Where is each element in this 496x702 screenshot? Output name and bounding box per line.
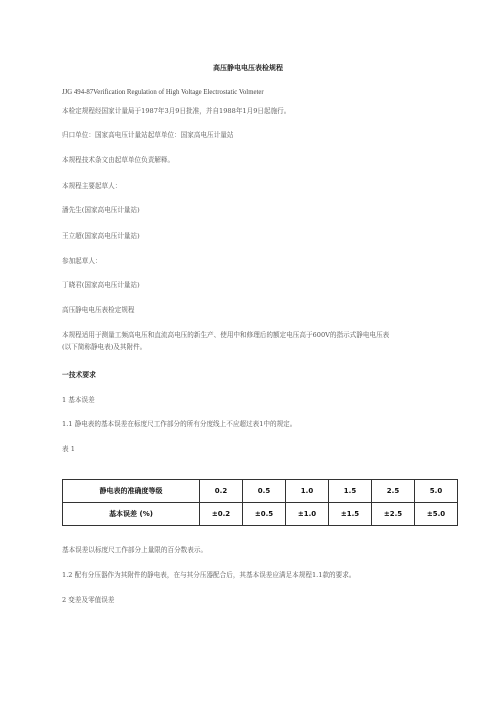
table-cell: 1.5	[329, 480, 372, 503]
table-cell: ±1.5	[329, 503, 372, 526]
table-cell: 1.0	[286, 480, 329, 503]
item-1-heading: 1 基本误差	[62, 396, 95, 404]
table-row	[63, 503, 458, 526]
item-2-heading: 2 变差及零值误差	[62, 596, 115, 604]
table-cell: 0.5	[243, 480, 286, 503]
table-cell: ±2.5	[372, 503, 415, 526]
regulation-title: 高压静电电压表检定规程	[62, 306, 135, 314]
table-label: 表 1	[62, 445, 75, 453]
table-cell: 2.5	[372, 480, 415, 503]
table-header-accuracy-class: 静电表的准确度等级	[63, 480, 200, 503]
table-note: 基本误差以标度尺工作部分上量限的百分数表示。	[62, 546, 208, 554]
table-cell: ±1.0	[286, 503, 329, 526]
participants-heading: 参加起草人：	[62, 257, 102, 265]
responsible-unit-paragraph: 归口单位：国家高电压计量站起草单位：国家高电压计量站	[62, 131, 234, 139]
table-cell: ±0.5	[243, 503, 286, 526]
table-cell: ±5.0	[415, 503, 458, 526]
table-header-basic-error: 基本误差 (%)	[63, 503, 200, 526]
standard-code-line: JJG 494-87Verification Regulation of High Voltage Electrostatic Volmeter	[62, 89, 264, 96]
participant-1: 丁晓君(国家高电压计量站)	[62, 281, 140, 289]
table-cell: 5.0	[415, 480, 458, 503]
item-1-1-paragraph: 1.1 静电表的基本误差在标度尺工作部分的所有分度线上不应超过表1中的规定。	[62, 420, 297, 428]
table-row	[63, 480, 458, 503]
drafter-1: 潘先生(国家高电压计量站)	[62, 206, 140, 214]
scope-line-1: 本规程适用于测量工频高电压和直流高电压的新生产、使用中和修理后的额定电压高于600V的指示式静电电压表	[62, 331, 390, 339]
item-1-2-paragraph: 1.2 配有分压器作为其附件的静电表，在与其分压器配合后，其基本误差应满足本规程1.1款的要求。	[62, 571, 356, 579]
approval-paragraph: 本检定规程经国家计量局于1987年3月9日批准，并自1988年1月9日起施行。	[62, 107, 291, 115]
explanation-paragraph: 本规程技术条文由起草单位负责解释。	[62, 156, 175, 164]
scope-line-2: (以下简称静电表)及其附件。	[62, 343, 147, 351]
document-title: 高压静电电压表检规程	[213, 63, 283, 72]
table-cell: 0.2	[200, 480, 243, 503]
table-cell: ±0.2	[200, 503, 243, 526]
drafters-heading: 本规程主要起草人：	[62, 182, 122, 190]
accuracy-table	[62, 479, 458, 526]
section-heading-technical-requirements: 一技术要求	[62, 371, 96, 379]
drafter-2: 王立超(国家高电压计量站)	[62, 232, 140, 240]
